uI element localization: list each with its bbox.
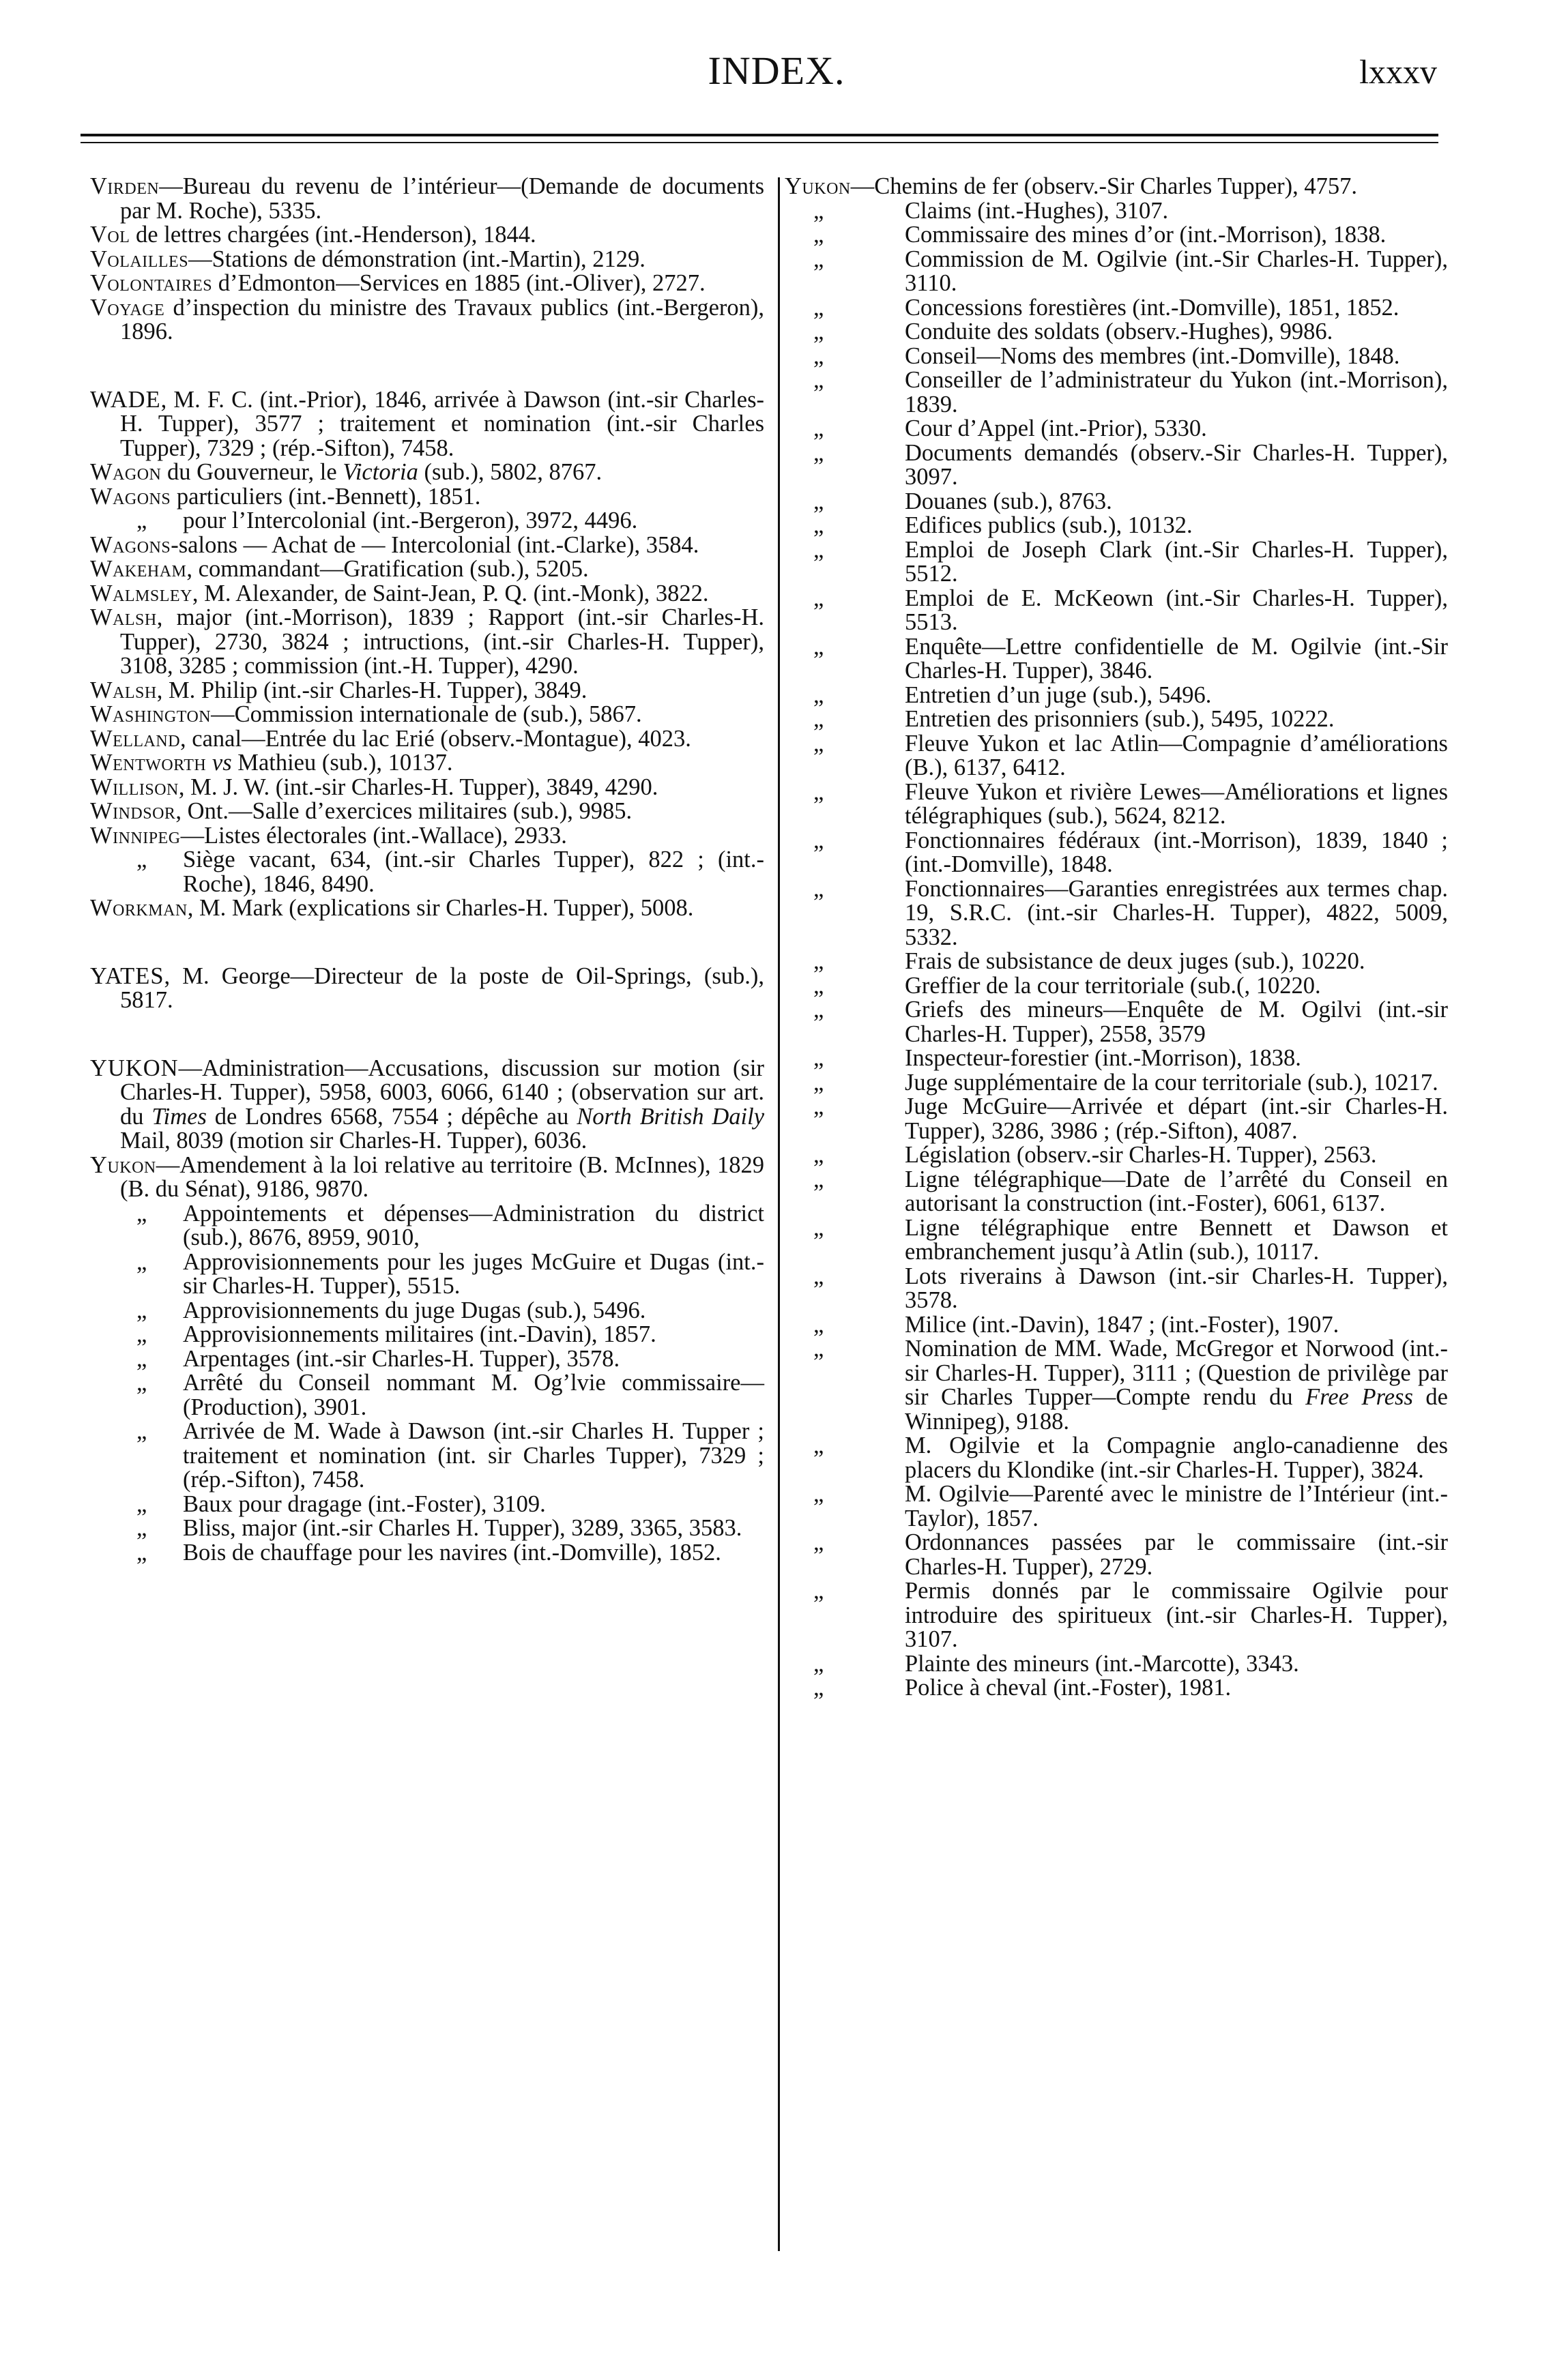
index-subentry [90, 1490, 764, 1517]
entry-text: Approvisionnements du juge Dugas (sub.), 5496. [183, 1297, 646, 1323]
entry-text: Edifices publics (sub.), 10132. [905, 512, 1193, 538]
entry-text: Juge McGuire—Arrivée et départ (int.-sir Charles-H. Tupper), 3286, 3986 ; (rép.-Sifton), 4087. [905, 1093, 1448, 1144]
index-entry [90, 896, 764, 921]
ditto-mark: „ [813, 488, 824, 514]
entry-text: , canal—Entrée du lac Erié (observ.-Montague), 4023. [180, 725, 691, 752]
ditto-mark: „ [136, 1248, 147, 1275]
ditto-mark: „ [813, 367, 824, 393]
ditto-mark: „ [813, 972, 824, 999]
index-entry [90, 296, 764, 344]
entry-text: —Stations de démonstration (int.-Martin), 2129. [188, 246, 645, 272]
ditto-mark: „ [813, 246, 824, 272]
index-subentry [785, 248, 1448, 296]
index-subentry [785, 1531, 1448, 1579]
index-entry [90, 248, 764, 272]
index-subentry [785, 1046, 1448, 1071]
ditto-mark: „ [136, 847, 147, 872]
index-subentry [785, 780, 1448, 829]
entry-text: Douanes (sub.), 8763. [905, 488, 1112, 514]
entry-italic: Times [151, 1103, 207, 1130]
index-subentry [785, 1337, 1448, 1434]
ditto-mark: „ [813, 948, 824, 974]
entry-text: Entretien d’un juge (sub.), 5496. [905, 681, 1212, 708]
entry-text: —Amendement à la loi relative au territoire (B. McInnes), 1829 (B. du Sénat), 9186, 9870. [120, 1151, 764, 1202]
entry-text: Lots riverains à Dawson (int.-sir Charles-H. Tupper), 3578. [905, 1263, 1448, 1313]
index-subentry [785, 514, 1448, 538]
index-subentry [785, 974, 1448, 999]
ditto-mark: „ [813, 512, 824, 538]
ditto-mark: „ [813, 439, 824, 466]
index-subentry [785, 368, 1448, 417]
ditto-mark: „ [813, 294, 824, 321]
ditto-mark: „ [136, 1370, 147, 1396]
index-subentry [785, 1313, 1448, 1338]
entry-headword: Wagon [90, 459, 162, 485]
entry-text: Enquête—Lettre confidentielle de M. Ogilvie (int.-Sir Charles-H. Tupper), 3846. [905, 633, 1448, 684]
entry-text: Conduite des soldats (observ.-Hughes), 9986. [905, 319, 1333, 344]
entry-text: Fleuve Yukon et lac Atlin—Compagnie d’améliorations (B.), 6137, 6412. [905, 730, 1448, 780]
entry-text: Commission de M. Ogilvie (int.-Sir Charles-H. Tupper), 3110. [905, 246, 1448, 296]
ditto-mark: „ [813, 1069, 824, 1096]
ditto-mark: „ [813, 1142, 824, 1168]
entry-text: Nomination de MM. Wade, McGregor et Norwood (int.-sir Charles-H. Tupper), 3111 ; (Question de privilège par sir Charles Tupper—Compte rendu du [905, 1336, 1448, 1410]
ditto-mark: „ [136, 1490, 147, 1517]
index-subentry [785, 199, 1448, 224]
entry-text: Griefs des mineurs—Enquête de M. Ogilvi (int.-sir Charles-H. Tupper), 2558, 3579 [905, 997, 1448, 1047]
index-subentry [90, 1541, 764, 1566]
entry-headword: Wagons [90, 531, 171, 558]
entry-italic: Victoria [343, 459, 418, 485]
ditto-mark: „ [813, 778, 824, 805]
entry-text: Milice (int.-Davin), 1847 ; (int.-Foster), 1907. [905, 1311, 1339, 1338]
index-subentry [785, 1168, 1448, 1216]
index-subentry [785, 1434, 1448, 1482]
entry-text: Inspecteur-forestier (int.-Morrison), 1838. [905, 1045, 1301, 1071]
entry-text: Fleuve Yukon et rivière Lewes—Améliorations et lignes télégraphiques (sub.), 5624, 8212. [905, 778, 1448, 829]
entry-text: , M. Philip (int.-sir Charles-H. Tupper), 3849. [156, 677, 587, 703]
ditto-mark: „ [813, 1093, 824, 1119]
entry-text: , M. F. C. (int.-Prior), 1846, arrivée à Dawson (int.-sir Charles-H. Tupper), 3577 ; traitement et nomination (int.-sir Charles Tupper), 7329 ; (rép.-Sifton), 7458. [120, 386, 764, 461]
index-subentry [785, 417, 1448, 441]
entry-headword: Volontaires [90, 270, 213, 296]
ditto-mark: „ [136, 1297, 147, 1323]
ditto-mark: „ [813, 342, 824, 369]
index-entry [90, 965, 764, 1013]
index-entry [90, 460, 764, 485]
ditto-mark: „ [136, 1418, 147, 1444]
index-subentry [785, 877, 1448, 950]
entry-text: Ligne télégraphique entre Bennett et Dawson et embranchement jusqu’à Atlin (sub.), 10117. [905, 1214, 1448, 1265]
index-entry [90, 703, 764, 727]
ditto-mark: „ [813, 827, 824, 853]
ditto-mark: „ [813, 1650, 824, 1677]
entry-text: , M. George—Directeur de la poste de Oil-Springs, (sub.), 5817. [120, 963, 764, 1013]
index-entry [90, 727, 764, 752]
page-number: lxxxv [1359, 53, 1437, 91]
ditto-mark: „ [813, 633, 824, 660]
index-subentry [90, 1516, 764, 1541]
ditto-mark: „ [813, 585, 824, 611]
ditto-mark: „ [813, 1481, 824, 1507]
ditto-mark: „ [813, 415, 824, 441]
ditto-mark: „ [136, 1321, 147, 1347]
entry-text: Mathieu (sub.), 10137. [231, 750, 453, 776]
entry-text: Plainte des mineurs (int.-Marcotte), 3343. [905, 1650, 1299, 1677]
index-subentry [90, 509, 764, 533]
entry-headword: Volailles [90, 246, 189, 272]
ditto-mark: „ [813, 681, 824, 708]
index-column-left [90, 175, 764, 1565]
entry-text: Claims (int.-Hughes), 3107. [905, 197, 1169, 224]
index-subentry [785, 296, 1448, 321]
index-entry [90, 1057, 764, 1154]
index-subentry [90, 1299, 764, 1323]
entry-text: Conseil—Noms des membres (int.-Domville), 1848. [905, 342, 1400, 369]
entry-headword: Washington [90, 701, 212, 727]
entry-text: M. Ogilvie et la Compagnie anglo-canadienne des placers du Klondike (int.-sir Charles-H. Tupper), 3824. [905, 1433, 1448, 1483]
entry-text: Ligne télégraphique—Date de l’arrêté du Conseil en autorisant la construction (int.-Foster), 6061, 6137. [905, 1166, 1448, 1216]
entry-text: Baux pour dragage (int.-Foster), 3109. [183, 1490, 546, 1517]
index-subentry [785, 587, 1448, 635]
ditto-mark: „ [813, 536, 824, 563]
index-subentry [785, 635, 1448, 684]
index-entry [90, 175, 764, 223]
entry-headword: Wakeham [90, 556, 187, 582]
ditto-mark: „ [813, 1045, 824, 1071]
ditto-mark: „ [136, 1200, 147, 1226]
index-subentry [785, 829, 1448, 877]
entry-text: Cour d’Appel (int.-Prior), 5330. [905, 415, 1207, 441]
entry-headword: Virden [90, 173, 160, 199]
entry-text: Approvisionnements pour les juges McGuire et Dugas (int.-sir Charles-H. Tupper), 5515. [183, 1248, 764, 1299]
entry-text: d’Edmonton—Services en 1885 (int.-Oliver), 2727. [212, 270, 706, 296]
entry-text: Appointements et dépenses—Administration du district (sub.), 8676, 8959, 9010, [183, 1200, 764, 1250]
entry-text: M. Ogilvie—Parenté avec le ministre de l’Intérieur (int.-Taylor), 1857. [905, 1481, 1448, 1531]
index-subentry [785, 707, 1448, 732]
entry-text: Juge supplémentaire de la cour territoriale (sub.), 10217. [905, 1069, 1438, 1096]
index-subentry [785, 732, 1448, 780]
entry-text: Ordonnances passées par le commissaire (int.-sir Charles-H. Tupper), 2729. [905, 1529, 1448, 1580]
entry-text: —Listes électorales (int.-Wallace), 2933. [180, 822, 567, 849]
entry-text: Fonctionnaires—Garanties enregistrées aux termes chap. 19, S.R.C. (int.-sir Charles-H. Tupper), 4822, 5009, 5332. [905, 875, 1448, 950]
ditto-mark: „ [813, 1336, 824, 1362]
ditto-mark: „ [813, 1311, 824, 1338]
entry-headword: Winnipeg [90, 822, 181, 849]
entry-text: Documents demandés (observ.-Sir Charles-H. Tupper), 3097. [905, 439, 1448, 490]
ditto-mark: „ [136, 1345, 147, 1372]
index-entry [90, 485, 764, 510]
entry-headword: Wagons [90, 483, 171, 510]
entry-text: Mail, 8039 (motion sir Charles-H. Tupper), 6036. [120, 1128, 587, 1154]
entry-italic: vs [212, 750, 232, 776]
ditto-mark: „ [813, 997, 824, 1023]
entry-headword: YUKON [90, 1055, 179, 1081]
index-subentry [785, 490, 1448, 514]
entry-italic: Free Press [1305, 1384, 1413, 1410]
index-entry [90, 223, 764, 248]
entry-text: Police à cheval (int.-Foster), 1981. [905, 1675, 1232, 1701]
ditto-mark: „ [813, 1675, 824, 1701]
entry-text: de Winnipeg), 9188. [905, 1384, 1448, 1435]
entry-text: —Bureau du revenu de l’intérieur—(Demande de documents par M. Roche), 5335. [120, 173, 764, 224]
entry-text: Emploi de Joseph Clark (int.-Sir Charles-H. Tupper), 5512. [905, 536, 1448, 587]
entry-text [206, 750, 212, 776]
entry-headword: Walsh [90, 604, 157, 630]
entry-text: Commissaire des mines d’or (int.-Morrison), 1838. [905, 222, 1387, 248]
page-title: INDEX. [708, 48, 845, 93]
entry-text: Frais de subsistance de deux juges (sub.), 10220. [905, 948, 1365, 974]
entry-headword: WADE [90, 386, 161, 413]
entry-text: Greffier de la cour territoriale (sub.(, 10220. [905, 972, 1321, 999]
index-entry [90, 824, 764, 849]
entry-headword: Vol [90, 222, 130, 248]
entry-text: Conseiller de l’administrateur du Yukon (int.-Morrison), 1839. [905, 367, 1448, 417]
index-subentry [785, 538, 1448, 587]
entry-text: Arrêté du Conseil nommant M. Og’lvie commissaire—(Production), 3901. [183, 1370, 764, 1420]
entry-text: de Londres 6568, 7554 ; dépêche au [206, 1103, 577, 1130]
index-subentry [785, 1579, 1448, 1652]
index-entry [90, 679, 764, 703]
entry-text: Emploi de E. McKeown (int.-Sir Charles-H. Tupper), 5513. [905, 585, 1448, 635]
ditto-mark: „ [813, 1214, 824, 1241]
entry-text: , M. Alexander, de Saint-Jean, P. Q. (int.-Monk), 3822. [192, 580, 709, 606]
entry-text: Entretien des prisonniers (sub.), 5495, 10222. [905, 706, 1335, 732]
entry-headword: Yukon [785, 173, 851, 199]
entry-headword: Voyage [90, 294, 165, 321]
entry-headword: Wentworth [90, 750, 207, 776]
index-column-right [785, 175, 1448, 1701]
entry-text: Bliss, major (int.-sir Charles H. Tupper), 3289, 3365, 3583. [183, 1515, 742, 1541]
entry-text: -salons — Achat de — Intercolonial (int.-Clarke), 3584. [171, 531, 699, 558]
index-subentry [785, 1071, 1448, 1096]
entry-headword: Windsor [90, 798, 176, 824]
index-entry [90, 751, 764, 776]
ditto-mark: „ [813, 1578, 824, 1604]
entry-headword: Yukon [90, 1151, 156, 1178]
index-subentry [90, 848, 764, 896]
entry-text: Approvisionnements militaires (int.-Davin), 1857. [183, 1321, 656, 1347]
index-entry [785, 175, 1448, 199]
entry-text: Fonctionnaires fédéraux (int.-Morrison), 1839, 1840 ; (int.-Domville), 1848. [905, 827, 1448, 877]
index-subentry [785, 1265, 1448, 1313]
index-subentry [90, 1420, 764, 1493]
entry-text: particuliers (int.-Bennett), 1851. [171, 483, 481, 510]
entry-text: Concessions forestières (int.-Domville), 1851, 1852. [905, 294, 1399, 321]
index-entry [90, 557, 764, 582]
entry-text: d’inspection du ministre des Travaux publics (int.-Bergeron), 1896. [120, 294, 764, 344]
entry-text: Arpentages (int.-sir Charles-H. Tupper), 3578. [183, 1345, 620, 1372]
ditto-mark: „ [136, 1539, 147, 1566]
ditto-mark: „ [813, 1529, 824, 1555]
header-rule-thick [81, 134, 1438, 136]
ditto-mark: „ [136, 508, 147, 533]
entry-text: —Chemins de fer (observ.-Sir Charles Tupper), 4757. [850, 173, 1358, 199]
index-subentry [785, 950, 1448, 974]
entry-text: du Gouverneur, le [161, 459, 343, 485]
index-subentry [90, 1250, 764, 1299]
ditto-mark: „ [813, 875, 824, 902]
entry-headword: Walmsley [90, 580, 192, 606]
index-entry [90, 533, 764, 558]
entry-text: —Commission internationale de (sub.), 5867. [211, 701, 642, 727]
index-subentry [785, 344, 1448, 369]
index-entry [90, 1151, 764, 1202]
ditto-mark: „ [813, 1263, 824, 1289]
entry-text: (sub.), 5802, 8767. [418, 459, 603, 485]
column-divider [778, 177, 780, 2251]
entry-text: Bois de chauffage pour les navires (int.-Domville), 1852. [183, 1539, 721, 1566]
entry-headword: Walsh [90, 677, 157, 703]
index-subentry [90, 1347, 764, 1372]
entry-text: , commandant—Gratification (sub.), 5205. [186, 556, 589, 582]
entry-headword: Workman [90, 895, 188, 921]
entry-text: , major (int.-Morrison), 1839 ; Rapport (int.-sir Charles-H. Tupper), 2730, 3824 ; intructions, (int.-sir Charles-H. Tupper), 3108, 3285 ; commission (int.-H. Tupper), 4290. [120, 604, 764, 679]
entry-headword: Welland [90, 725, 181, 752]
entry-text: , M. Mark (explications sir Charles-H. Tupper), 5008. [187, 895, 694, 921]
index-entry [90, 271, 764, 296]
index-subentry [785, 1652, 1448, 1677]
entry-text: Arrivée de M. Wade à Dawson (int.-sir Charles H. Tupper ; traitement et nomination (int. sir Charles Tupper), 7329 ; (rép.-Sifton), 7458. [183, 1418, 764, 1493]
index-subentry [785, 1676, 1448, 1701]
index-entry [90, 388, 764, 461]
ditto-mark: „ [136, 1515, 147, 1541]
ditto-mark: „ [813, 319, 824, 344]
index-subentry [785, 1095, 1448, 1143]
entry-headword: YATES [90, 963, 164, 989]
entry-text: , Ont.—Salle d’exercices militaires (sub.), 9985. [175, 798, 633, 824]
ditto-mark: „ [813, 1433, 824, 1458]
ditto-mark: „ [813, 706, 824, 732]
entry-headword: Willison [90, 774, 179, 800]
index-subentry [785, 998, 1448, 1046]
index-subentry [785, 681, 1448, 708]
index-entry [90, 582, 764, 606]
header-rule-thin [81, 142, 1438, 143]
entry-text: , M. J. W. (int.-sir Charles-H. Tupper), 3849, 4290. [178, 774, 658, 800]
entry-text: —Administration—Accusations, discussion sur motion (sir Charles-H. Tupper), 5958, 6003, 6066, 6140 ; (observation sur art. du [120, 1055, 764, 1130]
entry-text: Législation (observ.-sir Charles-H. Tupper), 2563. [905, 1142, 1377, 1168]
ditto-mark: „ [813, 197, 824, 224]
index-entry [90, 799, 764, 824]
entry-text: de lettres chargées (int.-Henderson), 1844. [130, 222, 536, 248]
ditto-mark: „ [813, 730, 824, 756]
entry-text: Siège vacant, 634, (int.-sir Charles Tupper), 822 ; (int.-Roche), 1846, 8490. [183, 847, 764, 897]
index-subentry [90, 1371, 764, 1420]
entry-text: pour l’Intercolonial (int.-Bergeron), 3972, 4496. [183, 508, 638, 533]
index-subentry [785, 223, 1448, 248]
index-subentry [785, 441, 1448, 490]
index-entry [90, 606, 764, 679]
index-entry [90, 776, 764, 800]
index-subentry [90, 1202, 764, 1250]
index-subentry [785, 1482, 1448, 1531]
index-subentry [90, 1323, 764, 1347]
ditto-mark: „ [813, 1166, 824, 1192]
ditto-mark: „ [813, 222, 824, 248]
index-subentry [785, 1216, 1448, 1265]
entry-text: Permis donnés par le commissaire Ogilvie pour introduire des spiritueux (int.-sir Charles-H. Tupper), 3107. [905, 1578, 1448, 1652]
index-subentry [785, 1143, 1448, 1168]
index-subentry [785, 320, 1448, 344]
entry-italic: North British Daily [577, 1103, 765, 1130]
